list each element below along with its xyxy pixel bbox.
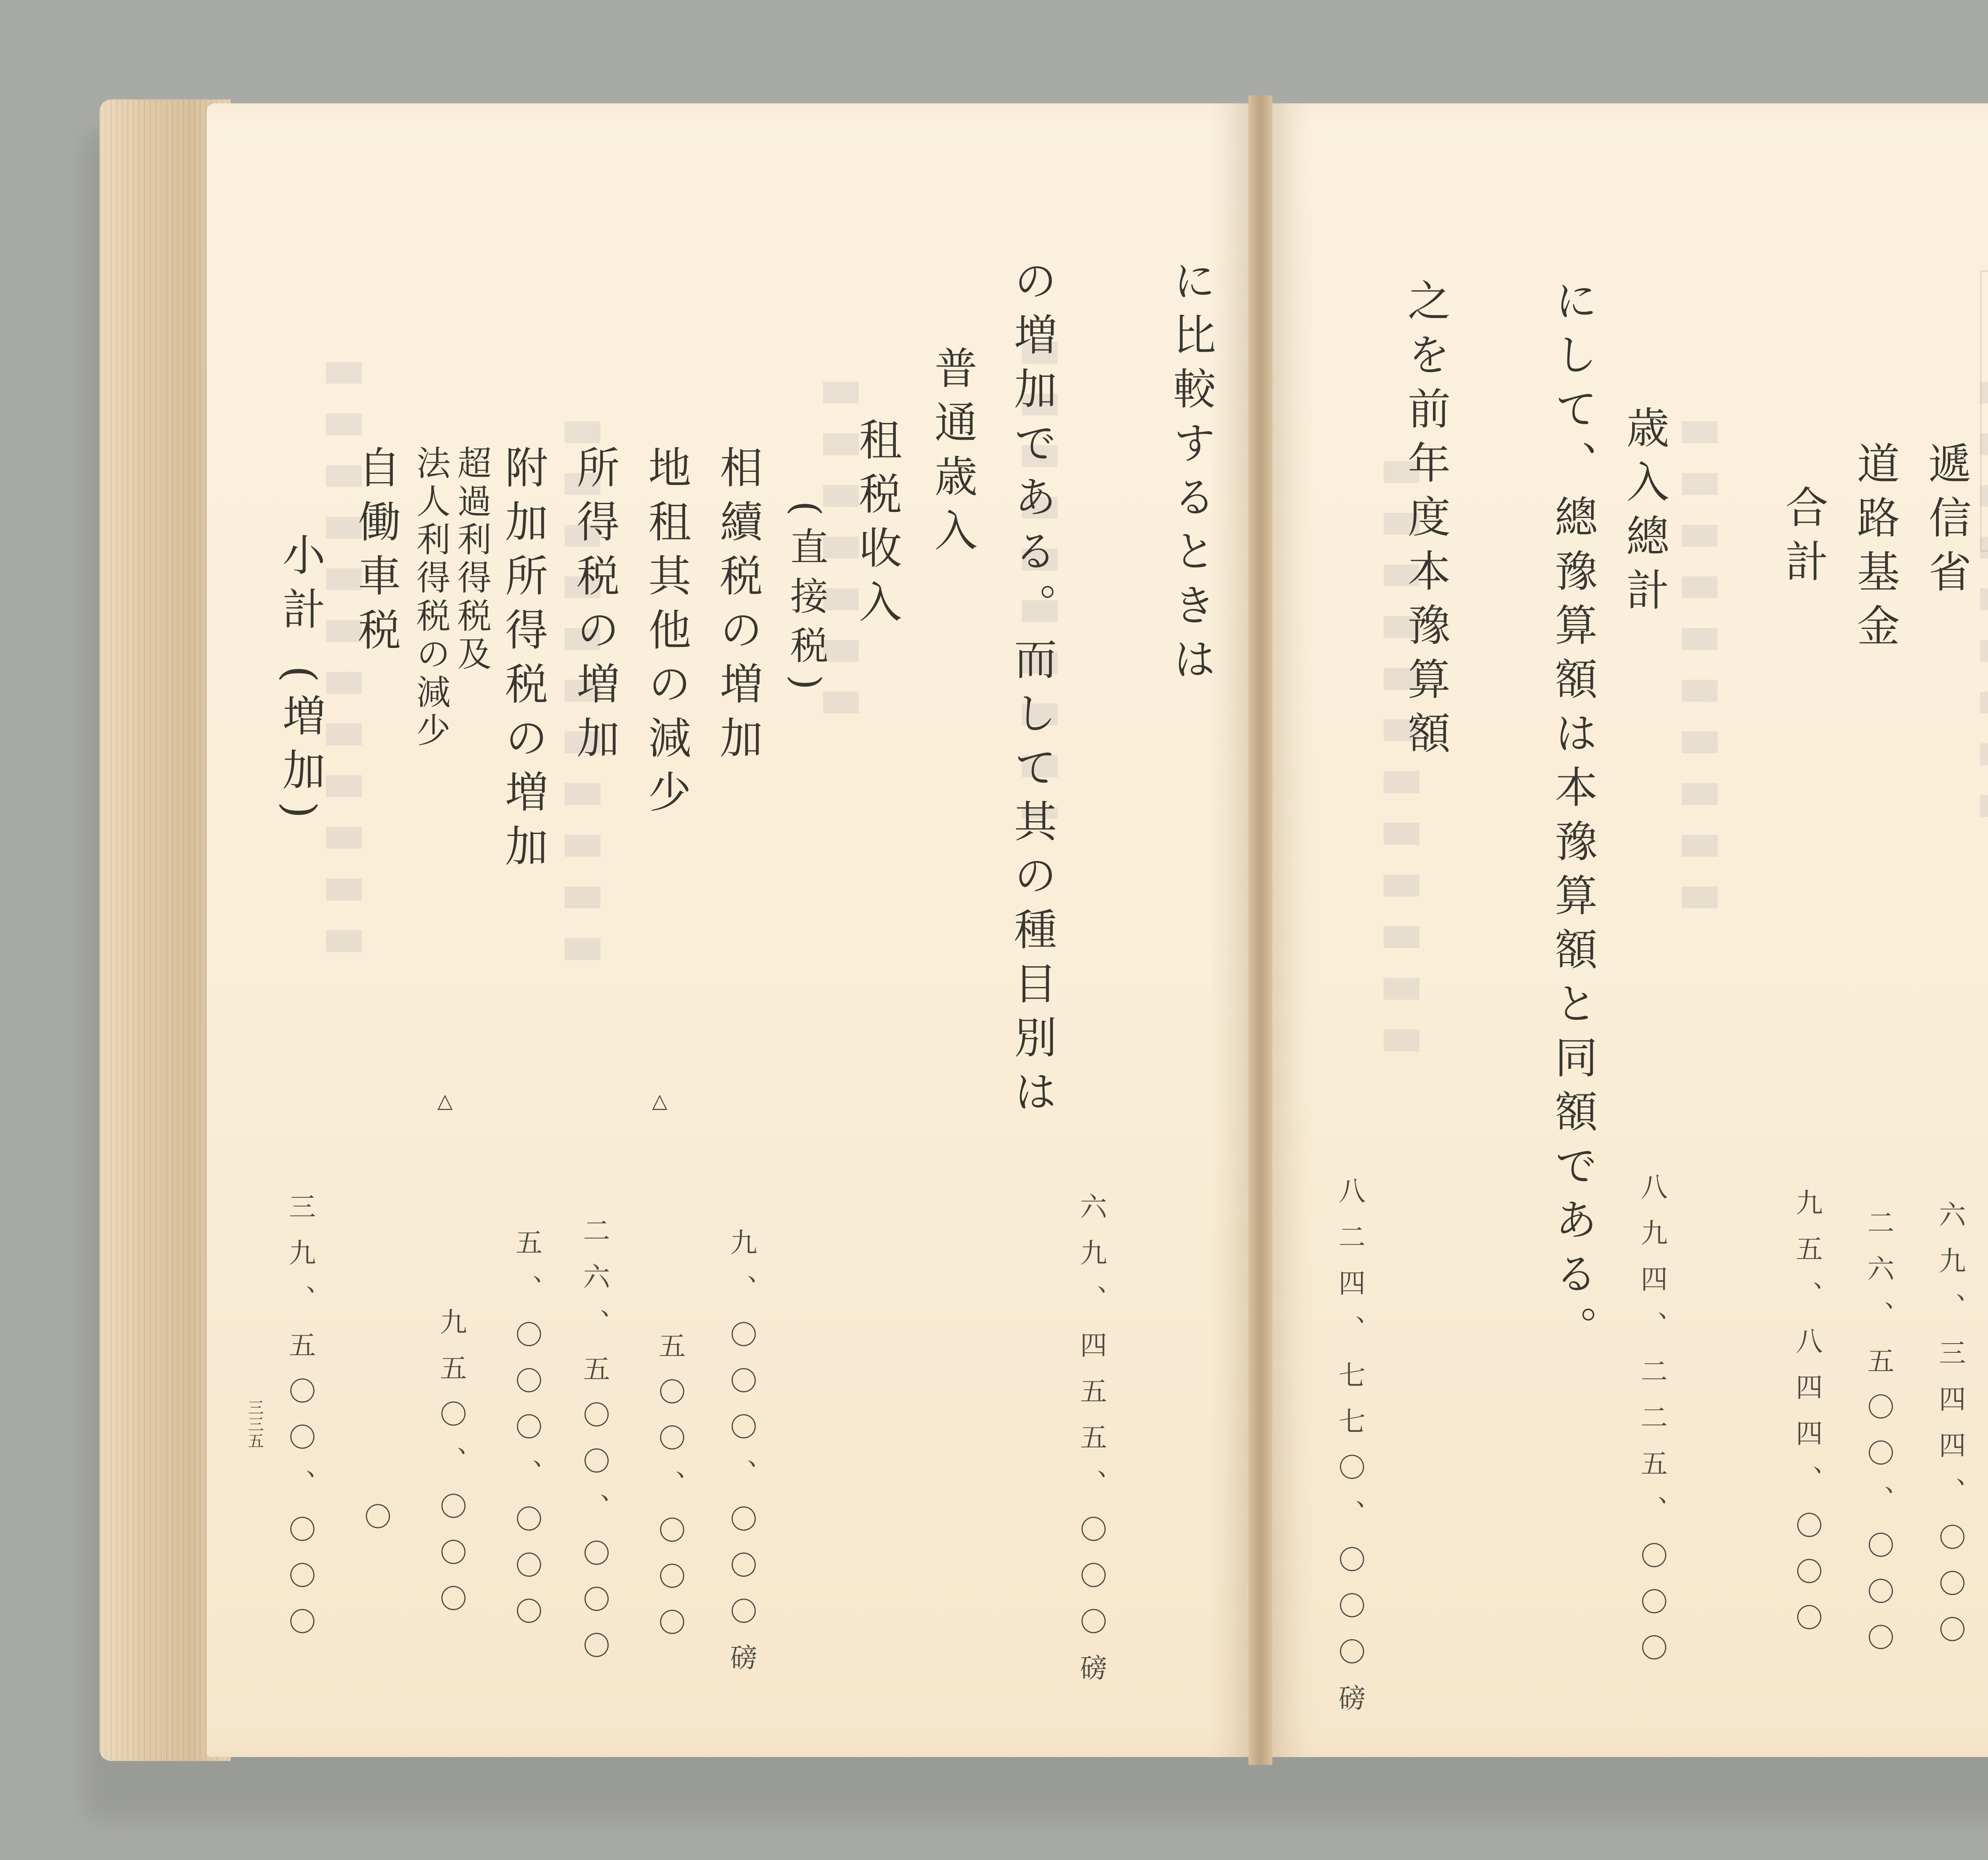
item-jidosha-label: 自働車税 <box>351 445 400 661</box>
left-increase-total: 六九、四五五、〇〇〇磅 <box>1076 1193 1107 1700</box>
item-shotoku-amount: 二六、五〇〇、〇〇〇 <box>579 1216 610 1678</box>
item-sainyu-sokei-amount: 八九四、二二五、〇〇〇 <box>1636 1173 1668 1680</box>
item-chiso-label: 地租其他の減少 <box>641 445 691 824</box>
item-choka-ritoku-line2: 法人利得税の減少 <box>410 445 450 751</box>
heading-chokusetsu-zei: (直接税) <box>784 501 829 701</box>
prev-total-amount: 八二四、七七〇、〇〇〇磅 <box>1334 1177 1365 1730</box>
item-teishin-amount: 六九、三四四、〇〇〇 <box>1934 1201 1966 1662</box>
triangle-mark-choka: △ <box>437 1089 453 1112</box>
item-souzoku-label: 相續税の増加 <box>712 445 762 770</box>
triangle-mark-chiso: △ <box>652 1089 668 1112</box>
item-shokei-amount: 三九、五〇〇、〇〇〇 <box>284 1193 316 1654</box>
line-hikaku: に比較するときは <box>1166 258 1215 691</box>
item-choka-ritoku-line1: 超過利得税及 <box>451 445 491 674</box>
line-so-yosan: にして、總豫算額は本豫算額と同額である。 <box>1547 278 1597 1360</box>
item-sainyu-sokei-label: 歳入總計 <box>1619 405 1669 622</box>
item-jidosha-amount: 〇 <box>360 1503 391 1549</box>
heading-futsu-sainyu: 普通歳入 <box>927 346 977 562</box>
book-gutter <box>1248 95 1272 1765</box>
item-doro-amount: 二六、五〇〇、〇〇〇 <box>1863 1208 1894 1670</box>
item-fuka-shotoku-amount: 五、〇〇〇、〇〇〇 <box>511 1228 542 1643</box>
item-doro-label: 道路基金 <box>1850 441 1899 657</box>
heading-sozei-shunyu: 租税收入 <box>852 417 901 634</box>
item-chiso-amount: 五〇〇、〇〇〇 <box>654 1332 685 1654</box>
item-gokei-label: 合計 <box>1778 485 1828 593</box>
line-zouka: の増加である。而して其の種目別は <box>1007 258 1056 1123</box>
item-choka-ritoku-label <box>410 445 491 751</box>
item-souzoku-amount: 九、〇〇〇、〇〇〇磅 <box>726 1228 757 1689</box>
item-shokei-label: 小計 (増加) <box>275 533 325 830</box>
left-page-number: 三三五 <box>245 1399 264 1449</box>
item-shotoku-label: 所得税の増加 <box>569 445 619 770</box>
item-fuka-shotoku-label: 附加所得税の増加 <box>498 445 547 878</box>
faint-stamp <box>1980 270 1988 552</box>
item-teishin-label: 遞信省 <box>1921 441 1971 603</box>
line-zennendo: 之を前年度本豫算額 <box>1400 278 1450 765</box>
item-gokei-amount: 九五、八四四、〇〇〇 <box>1791 1189 1823 1650</box>
item-choka-ritoku-amount: 九五〇、〇〇〇 <box>435 1308 467 1631</box>
